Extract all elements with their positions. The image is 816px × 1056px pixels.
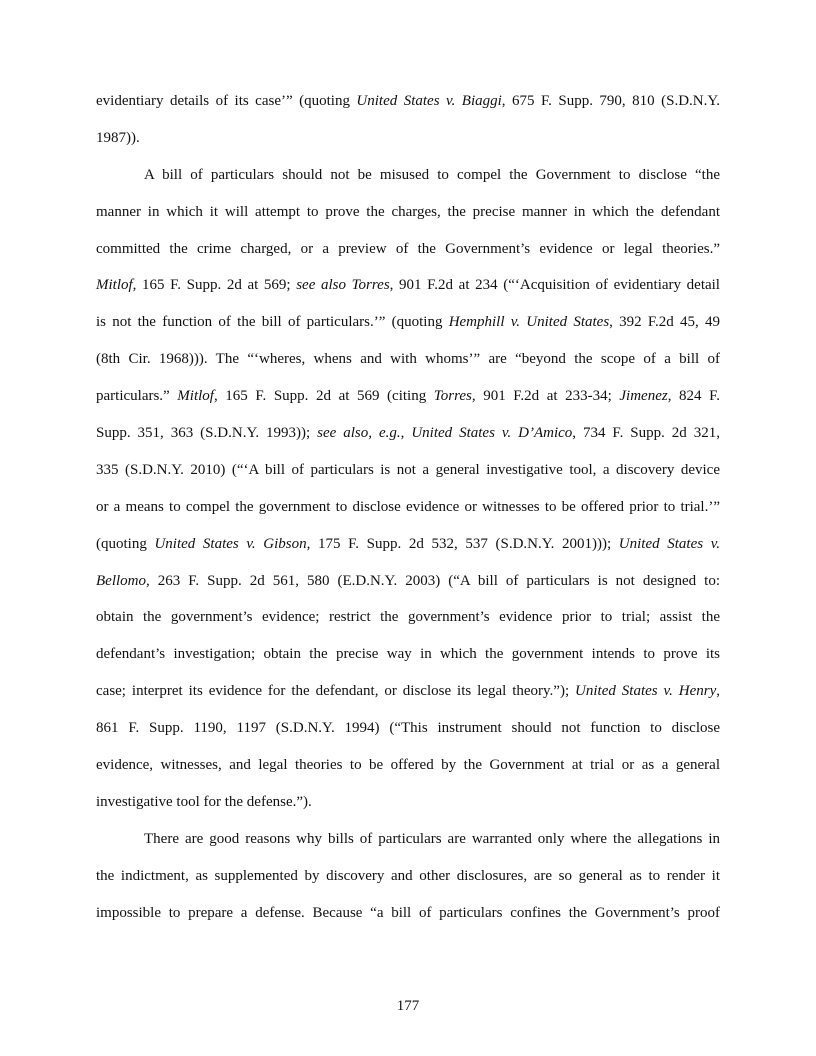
text-line (96, 349, 720, 386)
text-line (96, 165, 720, 202)
italic-citation: United States v. Gibson (154, 535, 307, 552)
text-line (96, 91, 720, 128)
italic-citation: see also, e.g. (317, 425, 401, 442)
document-body (96, 91, 720, 939)
text-segment: , 734 F. Supp. 2d 321, (572, 425, 721, 442)
text-line (96, 534, 720, 571)
text-segment: , (400, 425, 412, 442)
italic-citation: Jimenez (619, 388, 668, 405)
text-segment: , 165 F. Supp. 2d at 569; (132, 277, 297, 294)
text-line (96, 792, 720, 829)
italic-citation: Mitlof (177, 388, 214, 405)
italic-citation: United States v. D’Amico (411, 425, 573, 442)
text-line (96, 866, 720, 903)
text-segment: evidence, witnesses, and legal theories to be offered by the Government at trial or as a general (96, 757, 720, 774)
italic-citation: Torres (433, 388, 472, 405)
text-line (96, 497, 720, 534)
text-segment: is not the function of the bill of particulars.’” (quoting (96, 314, 449, 331)
text-segment: particulars.” (96, 388, 178, 405)
text-segment: investigative tool for the defense.”). (96, 793, 312, 810)
text-segment: , 824 F. (667, 388, 720, 405)
text-segment: 1987)). (96, 129, 140, 146)
text-segment: case; interpret its evidence for the defendant, or disclose its legal theory.”); (96, 683, 576, 700)
text-line (96, 681, 720, 718)
text-line (96, 755, 720, 792)
text-segment: A bill of particulars should not be misused to compel the Government to disclose “the (144, 166, 720, 183)
text-line (96, 829, 720, 866)
page-number: 177 (396, 998, 420, 1014)
italic-citation: Mitlof (96, 277, 133, 294)
text-segment: , 263 F. Supp. 2d 561, 580 (E.D.N.Y. 2003) (“A bill of particulars is not designed to: (146, 572, 720, 589)
text-segment: or a means to compel the government to disclose evidence or witnesses to be offered prior to trial.’” (96, 498, 720, 515)
text-segment: , 901 F.2d at 233-34; (471, 388, 620, 405)
text-segment: manner in which it will attempt to prove the charges, the precise manner in which the defendant (96, 203, 720, 220)
text-segment: impossible to prepare a defense. Because “a bill of particulars confines the Government’s proof (96, 904, 720, 921)
text-segment: 861 F. Supp. 1190, 1197 (S.D.N.Y. 1994) (“This instrument should not function to disclose (96, 720, 720, 737)
text-line (96, 644, 720, 681)
text-segment: the indictment, as supplemented by discovery and other disclosures, are so general as to render it (96, 867, 720, 884)
text-segment: evidentiary details of its case’” (quoting (96, 93, 357, 109)
text-segment: (8th Cir. 1968))). The “‘wheres, whens and with whoms’” are “beyond the scope of a bill of (96, 351, 720, 368)
text-segment: There are good reasons why bills of particulars are warranted only where the allegations in (144, 830, 720, 847)
italic-citation: Hemphill v. United States (448, 314, 610, 331)
italic-citation: United States v. (618, 535, 720, 552)
text-segment: (quoting (96, 535, 155, 552)
text-line (96, 607, 720, 644)
text-line (96, 718, 720, 755)
text-segment: , 901 F.2d at 234 (“‘Acquisition of evidentiary detail (389, 277, 720, 294)
text-segment: obtain the government’s evidence; restrict the government’s evidence prior to trial; assist the (96, 609, 720, 626)
text-line (96, 903, 720, 940)
italic-citation: see also Torres (296, 277, 390, 294)
text-line (96, 202, 720, 239)
text-segment: defendant’s investigation; obtain the precise way in which the government intends to prove its (96, 646, 720, 663)
text-line (96, 423, 720, 460)
text-segment: , 175 F. Supp. 2d 532, 537 (S.D.N.Y. 2001))); (306, 535, 619, 552)
text-line (96, 239, 720, 276)
text-segment: , 165 F. Supp. 2d at 569 (citing (213, 388, 434, 405)
text-segment: Supp. 351, 363 (S.D.N.Y. 1993)); (96, 425, 318, 442)
italic-citation: Bellomo (96, 572, 146, 589)
text-segment: , (716, 683, 720, 700)
text-line (96, 128, 720, 165)
text-line (96, 386, 720, 423)
text-segment: , 392 F.2d 45, 49 (609, 314, 720, 331)
text-line (96, 460, 720, 497)
text-line (96, 312, 720, 349)
text-line (96, 275, 720, 312)
text-segment: 335 (S.D.N.Y. 2010) (“‘A bill of particulars is not a general investigative tool, a discovery device (96, 461, 720, 478)
italic-citation: United States v. Henry (575, 683, 717, 700)
text-segment: committed the crime charged, or a preview of the Government’s evidence or legal theories.” (96, 240, 720, 257)
text-line (96, 571, 720, 608)
text-segment: , 675 F. Supp. 790, 810 (S.D.N.Y. (501, 93, 721, 109)
italic-citation: United States v. Biaggi (356, 93, 502, 109)
